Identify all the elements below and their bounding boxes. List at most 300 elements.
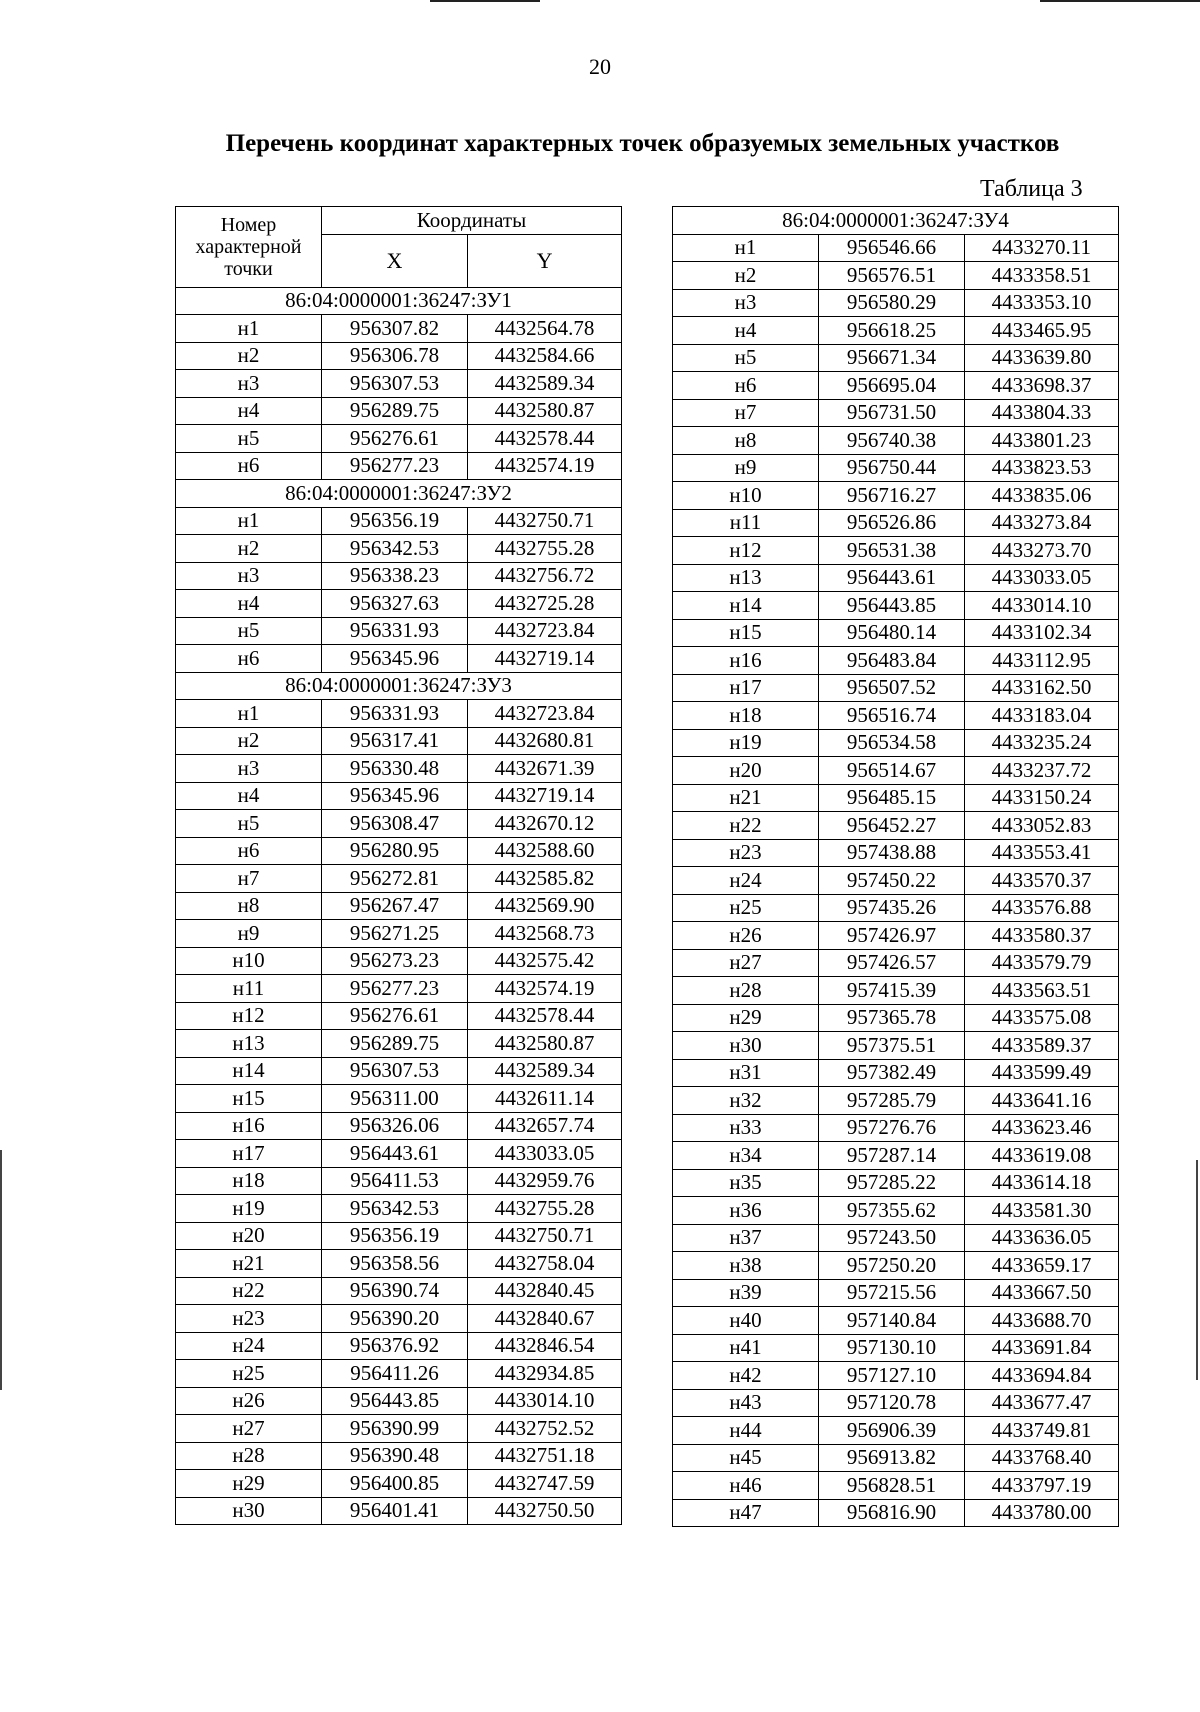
point-number-cell: н1 [673, 234, 819, 262]
table-label: Таблица 3 [980, 176, 1083, 202]
table-row [673, 234, 1119, 262]
point-number-cell: н28 [176, 1442, 322, 1470]
table-row [176, 1167, 622, 1195]
table-row [176, 1085, 622, 1113]
x-coordinate-cell: 956277.23 [322, 975, 468, 1003]
y-coordinate-cell: 4432578.44 [468, 1002, 622, 1030]
point-number-cell: н30 [673, 1032, 819, 1060]
table-row [673, 537, 1119, 565]
table-row [176, 507, 622, 535]
table-row [176, 535, 622, 563]
x-coordinate-cell: 956443.85 [322, 1387, 468, 1415]
table-row [673, 1252, 1119, 1280]
x-coordinate-cell: 956576.51 [819, 262, 965, 290]
x-coordinate-cell: 957450.22 [819, 867, 965, 895]
x-coordinate-cell: 956345.96 [322, 782, 468, 810]
point-number-cell: н12 [176, 1002, 322, 1030]
y-coordinate-cell: 4433614.18 [965, 1169, 1119, 1197]
y-coordinate-cell: 4433797.19 [965, 1472, 1119, 1500]
y-coordinate-cell: 4433358.51 [965, 262, 1119, 290]
point-number-cell: н21 [673, 784, 819, 812]
point-number-cell: н1 [176, 700, 322, 728]
x-coordinate-cell: 956828.51 [819, 1472, 965, 1500]
table-row [176, 1332, 622, 1360]
point-number-cell: н26 [673, 922, 819, 950]
table-row [176, 837, 622, 865]
table-row [673, 729, 1119, 757]
table-row [176, 1387, 622, 1415]
page-number: 20 [589, 54, 611, 79]
y-coordinate-cell: 4433780.00 [965, 1499, 1119, 1527]
x-coordinate-cell: 956731.50 [819, 399, 965, 427]
y-coordinate-cell: 4433570.37 [965, 867, 1119, 895]
point-number-cell: н22 [176, 1277, 322, 1305]
header-y: Y [468, 234, 622, 287]
point-number-cell: н4 [176, 782, 322, 810]
y-coordinate-cell: 4432959.76 [468, 1167, 622, 1195]
point-number-cell: н4 [673, 317, 819, 345]
point-number-cell: н10 [176, 947, 322, 975]
point-number-cell: н37 [673, 1224, 819, 1252]
point-number-cell: н3 [176, 370, 322, 398]
table-row [176, 645, 622, 673]
point-number-cell: н13 [176, 1030, 322, 1058]
table-row [673, 1059, 1119, 1087]
table-row [176, 370, 622, 398]
x-coordinate-cell: 957130.10 [819, 1334, 965, 1362]
point-number-cell: н2 [176, 727, 322, 755]
y-coordinate-cell: 4432580.87 [468, 397, 622, 425]
scan-edge-right [1196, 1160, 1198, 1380]
point-number-cell: н5 [176, 810, 322, 838]
x-coordinate-cell: 956531.38 [819, 537, 965, 565]
x-coordinate-cell: 956695.04 [819, 372, 965, 400]
x-coordinate-cell: 956273.23 [322, 947, 468, 975]
point-number-cell: н47 [673, 1499, 819, 1527]
point-number-cell: н46 [673, 1472, 819, 1500]
y-coordinate-cell: 4433694.84 [965, 1362, 1119, 1390]
x-coordinate-cell: 957365.78 [819, 1004, 965, 1032]
y-coordinate-cell: 4433749.81 [965, 1417, 1119, 1445]
table-row [673, 1444, 1119, 1472]
point-number-cell: н42 [673, 1362, 819, 1390]
table-row [673, 922, 1119, 950]
y-coordinate-cell: 4433273.84 [965, 509, 1119, 537]
y-coordinate-cell: 4432755.28 [468, 535, 622, 563]
y-coordinate-cell: 4432750.71 [468, 507, 622, 535]
point-number-cell: н18 [176, 1167, 322, 1195]
x-coordinate-cell: 957127.10 [819, 1362, 965, 1390]
x-coordinate-cell: 956400.85 [322, 1470, 468, 1498]
x-coordinate-cell: 956483.84 [819, 647, 965, 675]
table-row [673, 867, 1119, 895]
group-header-row [176, 480, 622, 508]
point-number-cell: н17 [673, 674, 819, 702]
point-number-cell: н6 [176, 452, 322, 480]
x-coordinate-cell: 957287.14 [819, 1142, 965, 1170]
x-coordinate-cell: 957435.26 [819, 894, 965, 922]
group-name: 86:04:0000001:36247:ЗУ1 [176, 287, 622, 315]
x-coordinate-cell: 956356.19 [322, 507, 468, 535]
table-row [176, 727, 622, 755]
point-number-cell: н3 [176, 755, 322, 783]
point-number-cell: н40 [673, 1307, 819, 1335]
table-row [673, 1087, 1119, 1115]
table-row [673, 592, 1119, 620]
point-number-cell: н5 [673, 344, 819, 372]
y-coordinate-cell: 4432589.34 [468, 1057, 622, 1085]
y-coordinate-cell: 4433014.10 [468, 1387, 622, 1415]
y-coordinate-cell: 4433636.05 [965, 1224, 1119, 1252]
x-coordinate-cell: 956390.74 [322, 1277, 468, 1305]
x-coordinate-cell: 957215.56 [819, 1279, 965, 1307]
y-coordinate-cell: 4432574.19 [468, 975, 622, 1003]
table-row [176, 1470, 622, 1498]
x-coordinate-cell: 956267.47 [322, 892, 468, 920]
group-header-row [673, 207, 1119, 235]
y-coordinate-cell: 4433033.05 [468, 1140, 622, 1168]
point-number-cell: н19 [176, 1195, 322, 1223]
y-coordinate-cell: 4432750.50 [468, 1497, 622, 1525]
y-coordinate-cell: 4432574.19 [468, 452, 622, 480]
y-coordinate-cell: 4432671.39 [468, 755, 622, 783]
y-coordinate-cell: 4433112.95 [965, 647, 1119, 675]
point-number-cell: н6 [176, 645, 322, 673]
x-coordinate-cell: 957382.49 [819, 1059, 965, 1087]
table-row [673, 619, 1119, 647]
table-row [176, 590, 622, 618]
table-row [673, 1224, 1119, 1252]
point-number-cell: н43 [673, 1389, 819, 1417]
header-coordinates: Координаты [322, 207, 622, 235]
x-coordinate-cell: 956272.81 [322, 865, 468, 893]
table-row [176, 755, 622, 783]
table-row [176, 947, 622, 975]
table-row [673, 427, 1119, 455]
x-coordinate-cell: 957140.84 [819, 1307, 965, 1335]
point-number-cell: н11 [673, 509, 819, 537]
point-number-cell: н24 [176, 1332, 322, 1360]
point-number-cell: н17 [176, 1140, 322, 1168]
y-coordinate-cell: 4433641.16 [965, 1087, 1119, 1115]
y-coordinate-cell: 4433580.37 [965, 922, 1119, 950]
y-coordinate-cell: 4432725.28 [468, 590, 622, 618]
y-coordinate-cell: 4433667.50 [965, 1279, 1119, 1307]
x-coordinate-cell: 956271.25 [322, 920, 468, 948]
x-coordinate-cell: 956480.14 [819, 619, 965, 647]
header-x: X [322, 234, 468, 287]
table-row [673, 344, 1119, 372]
table-row [176, 1305, 622, 1333]
point-number-cell: н29 [673, 1004, 819, 1032]
y-coordinate-cell: 4432840.45 [468, 1277, 622, 1305]
point-number-cell: н38 [673, 1252, 819, 1280]
point-number-cell: н2 [673, 262, 819, 290]
y-coordinate-cell: 4433465.95 [965, 317, 1119, 345]
scan-edge-top-left [430, 0, 540, 2]
x-coordinate-cell: 956289.75 [322, 397, 468, 425]
x-coordinate-cell: 957243.50 [819, 1224, 965, 1252]
table-row [176, 1442, 622, 1470]
x-coordinate-cell: 956289.75 [322, 1030, 468, 1058]
table-row [673, 1142, 1119, 1170]
y-coordinate-cell: 4432680.81 [468, 727, 622, 755]
y-coordinate-cell: 4432584.66 [468, 342, 622, 370]
point-number-cell: н9 [673, 454, 819, 482]
y-coordinate-cell: 4432752.52 [468, 1415, 622, 1443]
x-coordinate-cell: 956307.53 [322, 1057, 468, 1085]
table-row [176, 315, 622, 343]
x-coordinate-cell: 957438.88 [819, 839, 965, 867]
y-coordinate-cell: 4433150.24 [965, 784, 1119, 812]
y-coordinate-cell: 4432846.54 [468, 1332, 622, 1360]
y-coordinate-cell: 4432568.73 [468, 920, 622, 948]
point-number-cell: н41 [673, 1334, 819, 1362]
table-row [673, 399, 1119, 427]
table-row [673, 1472, 1119, 1500]
scan-edge-top-right [1040, 0, 1200, 2]
y-coordinate-cell: 4433659.17 [965, 1252, 1119, 1280]
x-coordinate-cell: 956514.67 [819, 757, 965, 785]
x-coordinate-cell: 956740.38 [819, 427, 965, 455]
y-coordinate-cell: 4433575.08 [965, 1004, 1119, 1032]
x-coordinate-cell: 956308.47 [322, 810, 468, 838]
x-coordinate-cell: 956443.61 [819, 564, 965, 592]
point-number-cell: н16 [673, 647, 819, 675]
point-number-cell: н1 [176, 507, 322, 535]
y-coordinate-cell: 4433102.34 [965, 619, 1119, 647]
point-number-cell: н5 [176, 425, 322, 453]
point-number-cell: н4 [176, 590, 322, 618]
x-coordinate-cell: 956356.19 [322, 1222, 468, 1250]
x-coordinate-cell: 956390.99 [322, 1415, 468, 1443]
group-name: 86:04:0000001:36247:ЗУ2 [176, 480, 622, 508]
y-coordinate-cell: 4432840.67 [468, 1305, 622, 1333]
y-coordinate-cell: 4433691.84 [965, 1334, 1119, 1362]
y-coordinate-cell: 4432611.14 [468, 1085, 622, 1113]
x-coordinate-cell: 956507.52 [819, 674, 965, 702]
y-coordinate-cell: 4433823.53 [965, 454, 1119, 482]
y-coordinate-cell: 4432578.44 [468, 425, 622, 453]
table-row [176, 342, 622, 370]
table-row [176, 1057, 622, 1085]
x-coordinate-cell: 957426.97 [819, 922, 965, 950]
x-coordinate-cell: 956330.48 [322, 755, 468, 783]
table-row [673, 482, 1119, 510]
point-number-cell: н36 [673, 1197, 819, 1225]
x-coordinate-cell: 956816.90 [819, 1499, 965, 1527]
table-row [673, 977, 1119, 1005]
y-coordinate-cell: 4432670.12 [468, 810, 622, 838]
table-row [673, 262, 1119, 290]
table-row [673, 1032, 1119, 1060]
y-coordinate-cell: 4432585.82 [468, 865, 622, 893]
x-coordinate-cell: 956401.41 [322, 1497, 468, 1525]
table-row [673, 1169, 1119, 1197]
table-row [176, 1140, 622, 1168]
table-row [176, 1112, 622, 1140]
group-header-row [176, 672, 622, 700]
table-row [176, 1277, 622, 1305]
group-header-row [176, 287, 622, 315]
point-number-cell: н14 [176, 1057, 322, 1085]
y-coordinate-cell: 4432755.28 [468, 1195, 622, 1223]
point-number-cell: н2 [176, 342, 322, 370]
y-coordinate-cell: 4432719.14 [468, 645, 622, 673]
x-coordinate-cell: 956913.82 [819, 1444, 965, 1472]
point-number-cell: н26 [176, 1387, 322, 1415]
y-coordinate-cell: 4433033.05 [965, 564, 1119, 592]
x-coordinate-cell: 956580.29 [819, 289, 965, 317]
point-number-cell: н21 [176, 1250, 322, 1278]
y-coordinate-cell: 4433804.33 [965, 399, 1119, 427]
y-coordinate-cell: 4432657.74 [468, 1112, 622, 1140]
x-coordinate-cell: 956277.23 [322, 452, 468, 480]
point-number-cell: н13 [673, 564, 819, 592]
x-coordinate-cell: 957285.79 [819, 1087, 965, 1115]
x-coordinate-cell: 956411.26 [322, 1360, 468, 1388]
y-coordinate-cell: 4433237.72 [965, 757, 1119, 785]
point-number-cell: н25 [673, 894, 819, 922]
table-row [673, 1334, 1119, 1362]
y-coordinate-cell: 4432575.42 [468, 947, 622, 975]
y-coordinate-cell: 4432589.34 [468, 370, 622, 398]
y-coordinate-cell: 4433579.79 [965, 949, 1119, 977]
scan-edge-left [0, 1150, 2, 1390]
y-coordinate-cell: 4432751.18 [468, 1442, 622, 1470]
y-coordinate-cell: 4432747.59 [468, 1470, 622, 1498]
table-row [176, 452, 622, 480]
x-coordinate-cell: 956327.63 [322, 590, 468, 618]
x-coordinate-cell: 956526.86 [819, 509, 965, 537]
point-number-cell: н6 [673, 372, 819, 400]
x-coordinate-cell: 956307.82 [322, 315, 468, 343]
y-coordinate-cell: 4432719.14 [468, 782, 622, 810]
header-point-number: Номер характерной точки [176, 207, 322, 288]
x-coordinate-cell: 957285.22 [819, 1169, 965, 1197]
group-name: 86:04:0000001:36247:ЗУ3 [176, 672, 622, 700]
point-number-cell: н7 [176, 865, 322, 893]
table-row [673, 757, 1119, 785]
point-number-cell: н28 [673, 977, 819, 1005]
point-number-cell: н19 [673, 729, 819, 757]
x-coordinate-cell: 956443.85 [819, 592, 965, 620]
point-number-cell: н27 [176, 1415, 322, 1443]
table-row [176, 562, 622, 590]
point-number-cell: н29 [176, 1470, 322, 1498]
x-coordinate-cell: 957426.57 [819, 949, 965, 977]
table-row [673, 812, 1119, 840]
x-coordinate-cell: 956276.61 [322, 1002, 468, 1030]
point-number-cell: н34 [673, 1142, 819, 1170]
table-row [176, 1250, 622, 1278]
x-coordinate-cell: 956750.44 [819, 454, 965, 482]
x-coordinate-cell: 956906.39 [819, 1417, 965, 1445]
coordinates-table-right [672, 206, 1119, 1527]
point-number-cell: н22 [673, 812, 819, 840]
table-row [176, 1002, 622, 1030]
point-number-cell: н27 [673, 949, 819, 977]
point-number-cell: н44 [673, 1417, 819, 1445]
x-coordinate-cell: 957276.76 [819, 1114, 965, 1142]
x-coordinate-cell: 956390.48 [322, 1442, 468, 1470]
table-row [176, 782, 622, 810]
point-number-cell: н7 [673, 399, 819, 427]
y-coordinate-cell: 4433553.41 [965, 839, 1119, 867]
y-coordinate-cell: 4433162.50 [965, 674, 1119, 702]
table-row [673, 784, 1119, 812]
x-coordinate-cell: 956671.34 [819, 344, 965, 372]
table-row [673, 509, 1119, 537]
y-coordinate-cell: 4433599.49 [965, 1059, 1119, 1087]
y-coordinate-cell: 4433639.80 [965, 344, 1119, 372]
point-number-cell: н33 [673, 1114, 819, 1142]
y-coordinate-cell: 4433619.08 [965, 1142, 1119, 1170]
table-header-row [176, 207, 622, 235]
point-number-cell: н20 [176, 1222, 322, 1250]
y-coordinate-cell: 4432723.84 [468, 700, 622, 728]
x-coordinate-cell: 956306.78 [322, 342, 468, 370]
y-coordinate-cell: 4433353.10 [965, 289, 1119, 317]
x-coordinate-cell: 956317.41 [322, 727, 468, 755]
point-number-cell: н9 [176, 920, 322, 948]
table-row [673, 289, 1119, 317]
point-number-cell: н10 [673, 482, 819, 510]
y-coordinate-cell: 4433052.83 [965, 812, 1119, 840]
point-number-cell: н2 [176, 535, 322, 563]
table-row [176, 617, 622, 645]
point-number-cell: н11 [176, 975, 322, 1003]
x-coordinate-cell: 956443.61 [322, 1140, 468, 1168]
x-coordinate-cell: 957375.51 [819, 1032, 965, 1060]
x-coordinate-cell: 956307.53 [322, 370, 468, 398]
point-number-cell: н15 [176, 1085, 322, 1113]
x-coordinate-cell: 956452.27 [819, 812, 965, 840]
table-row [176, 425, 622, 453]
y-coordinate-cell: 4433563.51 [965, 977, 1119, 1005]
x-coordinate-cell: 956311.00 [322, 1085, 468, 1113]
x-coordinate-cell: 956358.56 [322, 1250, 468, 1278]
point-number-cell: н3 [673, 289, 819, 317]
point-number-cell: н12 [673, 537, 819, 565]
y-coordinate-cell: 4433835.06 [965, 482, 1119, 510]
point-number-cell: н4 [176, 397, 322, 425]
table-row [673, 1499, 1119, 1527]
point-number-cell: н25 [176, 1360, 322, 1388]
table-row [673, 1279, 1119, 1307]
point-number-cell: н16 [176, 1112, 322, 1140]
y-coordinate-cell: 4433698.37 [965, 372, 1119, 400]
table-row [673, 454, 1119, 482]
x-coordinate-cell: 956276.61 [322, 425, 468, 453]
point-number-cell: н8 [176, 892, 322, 920]
x-coordinate-cell: 956338.23 [322, 562, 468, 590]
y-coordinate-cell: 4432580.87 [468, 1030, 622, 1058]
table-row [176, 920, 622, 948]
point-number-cell: н8 [673, 427, 819, 455]
table-row [673, 1307, 1119, 1335]
point-number-cell: н15 [673, 619, 819, 647]
x-coordinate-cell: 956546.66 [819, 234, 965, 262]
coordinates-table-left [175, 206, 622, 1525]
y-coordinate-cell: 4433581.30 [965, 1197, 1119, 1225]
table-row [673, 564, 1119, 592]
point-number-cell: н14 [673, 592, 819, 620]
table-row [673, 1389, 1119, 1417]
point-number-cell: н20 [673, 757, 819, 785]
x-coordinate-cell: 956411.53 [322, 1167, 468, 1195]
table-row [673, 839, 1119, 867]
